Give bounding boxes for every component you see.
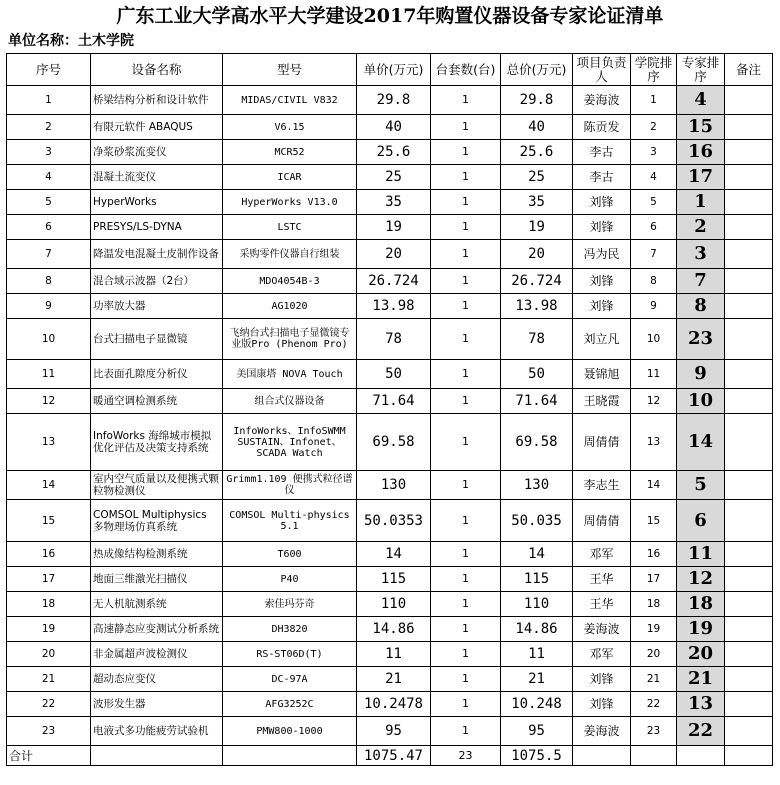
model-cell[interactable]: ICAR: [223, 165, 357, 190]
note-cell[interactable]: [725, 86, 773, 115]
summary-empty-cell[interactable]: [677, 746, 725, 766]
unit-price-cell[interactable]: 13.98: [357, 294, 431, 319]
summary-price[interactable]: 1075.47: [357, 746, 431, 766]
unit-price-cell[interactable]: 10.2478: [357, 692, 431, 717]
unit-price-cell[interactable]: 25: [357, 165, 431, 190]
header-row: [7, 54, 773, 86]
total-price-cell[interactable]: 50: [501, 360, 573, 389]
total-price-cell[interactable]: 14.86: [501, 617, 573, 642]
model-cell[interactable]: 索佳玛芬奇: [223, 592, 357, 617]
note-cell[interactable]: [725, 389, 773, 414]
unit-price-cell[interactable]: 14.86: [357, 617, 431, 642]
expert-rank-cell[interactable]: 2: [677, 215, 725, 240]
equipment-name-cell[interactable]: InfoWorks 海绵城市模拟优化评估及决策支持系统: [91, 414, 223, 471]
header-qty[interactable]: 台套数(台): [431, 54, 501, 86]
note-cell[interactable]: [725, 240, 773, 269]
unit-price-cell[interactable]: 71.64: [357, 389, 431, 414]
college-rank-cell[interactable]: 12: [631, 389, 677, 414]
quantity-cell[interactable]: 1: [431, 389, 501, 414]
quantity-cell[interactable]: 1: [431, 717, 501, 746]
project-leader-cell[interactable]: 冯为民: [573, 240, 631, 269]
table-row: [7, 319, 773, 360]
table-row: [7, 190, 773, 215]
equipment-table: [6, 53, 773, 766]
total-price-cell[interactable]: 19: [501, 215, 573, 240]
project-leader-cell[interactable]: 陈贡发: [573, 115, 631, 140]
quantity-cell[interactable]: 1: [431, 642, 501, 667]
quantity-cell[interactable]: 1: [431, 500, 501, 542]
model-cell[interactable]: 组合式仪器设备: [223, 389, 357, 414]
table-row: [7, 542, 773, 567]
table-row: [7, 165, 773, 190]
seq-cell[interactable]: 13: [7, 414, 91, 471]
equipment-name-cell[interactable]: 暖通空调检测系统: [91, 389, 223, 414]
equipment-name-cell[interactable]: 无人机航测系统: [91, 592, 223, 617]
header-model[interactable]: 型号: [223, 54, 357, 86]
expert-rank-cell[interactable]: 15: [677, 115, 725, 140]
quantity-cell[interactable]: 1: [431, 360, 501, 389]
model-cell[interactable]: HyperWorks V13.0: [223, 190, 357, 215]
seq-cell[interactable]: 18: [7, 592, 91, 617]
seq-cell[interactable]: 14: [7, 471, 91, 500]
total-price-cell[interactable]: 50.035: [501, 500, 573, 542]
header-expert-rank[interactable]: 专家排序: [677, 54, 725, 86]
note-cell[interactable]: [725, 692, 773, 717]
seq-cell[interactable]: 10: [7, 319, 91, 360]
project-leader-cell[interactable]: 刘锋: [573, 667, 631, 692]
summary-row: [7, 746, 773, 766]
note-cell[interactable]: [725, 500, 773, 542]
equipment-name-cell[interactable]: 桥梁结构分析和设计软件: [91, 86, 223, 115]
table-row: [7, 667, 773, 692]
table-row: [7, 617, 773, 642]
expert-rank-cell[interactable]: 11: [677, 542, 725, 567]
unit-price-cell[interactable]: 25.6: [357, 140, 431, 165]
seq-cell[interactable]: 19: [7, 617, 91, 642]
project-leader-cell[interactable]: 刘锋: [573, 294, 631, 319]
table-row: [7, 592, 773, 617]
college-rank-cell[interactable]: 22: [631, 692, 677, 717]
note-cell[interactable]: [725, 592, 773, 617]
equipment-name-cell[interactable]: HyperWorks: [91, 190, 223, 215]
model-cell[interactable]: P40: [223, 567, 357, 592]
seq-cell[interactable]: 6: [7, 215, 91, 240]
seq-cell[interactable]: 5: [7, 190, 91, 215]
quantity-cell[interactable]: 1: [431, 215, 501, 240]
table-row: [7, 86, 773, 115]
note-cell[interactable]: [725, 542, 773, 567]
quantity-cell[interactable]: 1: [431, 667, 501, 692]
equipment-name-cell[interactable]: 电液式多功能疲劳试验机: [91, 717, 223, 746]
project-leader-cell[interactable]: 刘锋: [573, 692, 631, 717]
total-price-cell[interactable]: 11: [501, 642, 573, 667]
equipment-name-cell[interactable]: 台式扫描电子显微镜: [91, 319, 223, 360]
header-name[interactable]: 设备名称: [91, 54, 223, 86]
model-cell[interactable]: 美国康塔 NOVA Touch: [223, 360, 357, 389]
model-cell[interactable]: AFG3252C: [223, 692, 357, 717]
equipment-name-cell[interactable]: COMSOL Multiphysics 多物理场仿真系统: [91, 500, 223, 542]
note-cell[interactable]: [725, 414, 773, 471]
header-note[interactable]: 备注: [725, 54, 773, 86]
unit-price-cell[interactable]: 35: [357, 190, 431, 215]
equipment-name-cell[interactable]: 功率放大器: [91, 294, 223, 319]
project-leader-cell[interactable]: 周倩倩: [573, 500, 631, 542]
equipment-name-cell[interactable]: 混凝土流变仪: [91, 165, 223, 190]
table-row: [7, 360, 773, 389]
equipment-name-cell[interactable]: 超动态应变仪: [91, 667, 223, 692]
equipment-name-cell[interactable]: 室内空气质量以及便携式颗粒物检测仪: [91, 471, 223, 500]
unit-price-cell[interactable]: 110: [357, 592, 431, 617]
quantity-cell[interactable]: 1: [431, 471, 501, 500]
seq-cell[interactable]: 3: [7, 140, 91, 165]
table-row: [7, 500, 773, 542]
model-cell[interactable]: MCR52: [223, 140, 357, 165]
project-leader-cell[interactable]: 王华: [573, 567, 631, 592]
note-cell[interactable]: [725, 667, 773, 692]
model-cell[interactable]: V6.15: [223, 115, 357, 140]
header-seq[interactable]: 序号: [7, 54, 91, 86]
note-cell[interactable]: [725, 717, 773, 746]
total-price-cell[interactable]: 110: [501, 592, 573, 617]
college-rank-cell[interactable]: 2: [631, 115, 677, 140]
table-row: [7, 642, 773, 667]
total-price-cell[interactable]: 25: [501, 165, 573, 190]
note-cell[interactable]: [725, 190, 773, 215]
unit-price-cell[interactable]: 50.0353: [357, 500, 431, 542]
page-title: 广东工业大学高水平大学建设2017年购置仪器设备专家论证清单: [116, 5, 664, 27]
college-rank-cell[interactable]: 21: [631, 667, 677, 692]
note-cell[interactable]: [725, 294, 773, 319]
college-rank-cell[interactable]: 17: [631, 567, 677, 592]
project-leader-cell[interactable]: 刘锋: [573, 215, 631, 240]
total-price-cell[interactable]: 71.64: [501, 389, 573, 414]
project-leader-cell[interactable]: 刘锋: [573, 269, 631, 294]
seq-cell[interactable]: 1: [7, 86, 91, 115]
expert-rank-cell[interactable]: 17: [677, 165, 725, 190]
unit-price-cell[interactable]: 20: [357, 240, 431, 269]
table-row: [7, 215, 773, 240]
college-rank-cell[interactable]: 1: [631, 86, 677, 115]
project-leader-cell[interactable]: 刘立凡: [573, 319, 631, 360]
seq-cell[interactable]: 17: [7, 567, 91, 592]
total-price-cell[interactable]: 130: [501, 471, 573, 500]
quantity-cell[interactable]: 1: [431, 617, 501, 642]
expert-rank-cell[interactable]: 7: [677, 269, 725, 294]
expert-rank-cell[interactable]: 14: [677, 414, 725, 471]
table-row: [7, 692, 773, 717]
model-cell[interactable]: MIDAS/CIVIL V832: [223, 86, 357, 115]
unit-price-cell[interactable]: 26.724: [357, 269, 431, 294]
expert-rank-cell[interactable]: 9: [677, 360, 725, 389]
equipment-name-cell[interactable]: 混合域示波器（2台）: [91, 269, 223, 294]
table-row: [7, 389, 773, 414]
note-cell[interactable]: [725, 165, 773, 190]
quantity-cell[interactable]: 1: [431, 567, 501, 592]
table-row: [7, 294, 773, 319]
seq-cell[interactable]: 9: [7, 294, 91, 319]
project-leader-cell[interactable]: 聂锦旭: [573, 360, 631, 389]
seq-cell[interactable]: 21: [7, 667, 91, 692]
note-cell[interactable]: [725, 115, 773, 140]
college-rank-cell[interactable]: 10: [631, 319, 677, 360]
quantity-cell[interactable]: 1: [431, 592, 501, 617]
college-rank-cell[interactable]: 14: [631, 471, 677, 500]
expert-rank-cell[interactable]: 18: [677, 592, 725, 617]
model-cell[interactable]: Grimm1.109 便携式粒径谱仪: [223, 471, 357, 500]
summary-empty-cell[interactable]: [91, 746, 223, 766]
project-leader-cell[interactable]: 王华: [573, 592, 631, 617]
seq-cell[interactable]: 2: [7, 115, 91, 140]
header-college-rank[interactable]: 学院排序: [631, 54, 677, 86]
note-cell[interactable]: [725, 319, 773, 360]
total-price-cell[interactable]: 95: [501, 717, 573, 746]
expert-rank-cell[interactable]: 6: [677, 500, 725, 542]
header-price[interactable]: 单价(万元): [357, 54, 431, 86]
project-leader-cell[interactable]: 李古: [573, 165, 631, 190]
seq-cell[interactable]: 16: [7, 542, 91, 567]
equipment-name-cell[interactable]: 降温发电混凝土皮制作设备: [91, 240, 223, 269]
expert-rank-cell[interactable]: 5: [677, 471, 725, 500]
total-price-cell[interactable]: 115: [501, 567, 573, 592]
total-price-cell[interactable]: 10.248: [501, 692, 573, 717]
college-rank-cell[interactable]: 15: [631, 500, 677, 542]
expert-rank-cell[interactable]: 1: [677, 190, 725, 215]
unit-price-cell[interactable]: 130: [357, 471, 431, 500]
quantity-cell[interactable]: 1: [431, 692, 501, 717]
expert-rank-cell[interactable]: 10: [677, 389, 725, 414]
college-rank-cell[interactable]: 19: [631, 617, 677, 642]
college-rank-cell[interactable]: 23: [631, 717, 677, 746]
unit-price-cell[interactable]: 78: [357, 319, 431, 360]
unit-name: 单位名称：土木学院: [8, 33, 134, 49]
equipment-name-cell[interactable]: 波形发生器: [91, 692, 223, 717]
college-rank-cell[interactable]: 5: [631, 190, 677, 215]
note-cell[interactable]: [725, 471, 773, 500]
college-rank-cell[interactable]: 11: [631, 360, 677, 389]
college-rank-cell[interactable]: 7: [631, 240, 677, 269]
note-cell[interactable]: [725, 269, 773, 294]
expert-rank-cell[interactable]: 22: [677, 717, 725, 746]
expert-rank-cell[interactable]: 8: [677, 294, 725, 319]
note-cell[interactable]: [725, 360, 773, 389]
model-cell[interactable]: LSTC: [223, 215, 357, 240]
project-leader-cell[interactable]: 邓军: [573, 542, 631, 567]
unit-price-cell[interactable]: 14: [357, 542, 431, 567]
equipment-name-cell[interactable]: PRESYS/LS-DYNA: [91, 215, 223, 240]
total-price-cell[interactable]: 26.724: [501, 269, 573, 294]
expert-rank-cell[interactable]: 12: [677, 567, 725, 592]
table-row: [7, 717, 773, 746]
total-price-cell[interactable]: 25.6: [501, 140, 573, 165]
project-leader-cell[interactable]: 李志生: [573, 471, 631, 500]
summary-label[interactable]: 合计: [7, 746, 91, 766]
total-price-cell[interactable]: 13.98: [501, 294, 573, 319]
unit-price-cell[interactable]: 19: [357, 215, 431, 240]
equipment-name-cell[interactable]: 有限元软件 ABAQUS: [91, 115, 223, 140]
table-row: [7, 471, 773, 500]
project-leader-cell[interactable]: 李古: [573, 140, 631, 165]
seq-cell[interactable]: 11: [7, 360, 91, 389]
model-cell[interactable]: MDO4054B-3: [223, 269, 357, 294]
project-leader-cell[interactable]: 姜海波: [573, 86, 631, 115]
seq-cell[interactable]: 20: [7, 642, 91, 667]
project-leader-cell[interactable]: 姜海波: [573, 617, 631, 642]
college-rank-cell[interactable]: 16: [631, 542, 677, 567]
total-price-cell[interactable]: 69.58: [501, 414, 573, 471]
total-price-cell[interactable]: 20: [501, 240, 573, 269]
table-row: [7, 140, 773, 165]
equipment-name-cell[interactable]: 净浆砂浆流变仪: [91, 140, 223, 165]
expert-rank-cell[interactable]: 4: [677, 86, 725, 115]
total-price-cell[interactable]: 14: [501, 542, 573, 567]
unit-price-cell[interactable]: 115: [357, 567, 431, 592]
model-cell[interactable]: T600: [223, 542, 357, 567]
expert-rank-cell[interactable]: 13: [677, 692, 725, 717]
quantity-cell[interactable]: 1: [431, 542, 501, 567]
model-cell[interactable]: PMW800-1000: [223, 717, 357, 746]
summary-empty-cell[interactable]: [573, 746, 631, 766]
college-rank-cell[interactable]: 8: [631, 269, 677, 294]
header-person[interactable]: 项目负责人: [573, 54, 631, 86]
total-price-cell[interactable]: 40: [501, 115, 573, 140]
summary-empty-cell[interactable]: [223, 746, 357, 766]
total-price-cell[interactable]: 35: [501, 190, 573, 215]
table-row: [7, 269, 773, 294]
quantity-cell[interactable]: 1: [431, 240, 501, 269]
equipment-name-cell[interactable]: 热成像结构检测系统: [91, 542, 223, 567]
header-total[interactable]: 总价(万元): [501, 54, 573, 86]
unit-price-cell[interactable]: 95: [357, 717, 431, 746]
quantity-cell[interactable]: 1: [431, 319, 501, 360]
note-cell[interactable]: [725, 140, 773, 165]
project-leader-cell[interactable]: 刘锋: [573, 190, 631, 215]
quantity-cell[interactable]: 1: [431, 86, 501, 115]
seq-cell[interactable]: 23: [7, 717, 91, 746]
college-rank-cell[interactable]: 9: [631, 294, 677, 319]
quantity-cell[interactable]: 1: [431, 165, 501, 190]
expert-rank-cell[interactable]: 23: [677, 319, 725, 360]
note-cell[interactable]: [725, 567, 773, 592]
total-price-cell[interactable]: 78: [501, 319, 573, 360]
project-leader-cell[interactable]: 王晓霞: [573, 389, 631, 414]
unit-price-cell[interactable]: 50: [357, 360, 431, 389]
seq-cell[interactable]: 12: [7, 389, 91, 414]
expert-rank-cell[interactable]: 3: [677, 240, 725, 269]
model-cell[interactable]: InfoWorks、InfoSWMM SUSTAIN、Infonet、SCADA Watch: [223, 414, 357, 471]
college-rank-cell[interactable]: 20: [631, 642, 677, 667]
equipment-name-cell[interactable]: 比表面孔隙度分析仪: [91, 360, 223, 389]
college-rank-cell[interactable]: 6: [631, 215, 677, 240]
total-price-cell[interactable]: 21: [501, 667, 573, 692]
table-row: [7, 115, 773, 140]
project-leader-cell[interactable]: 周倩倩: [573, 414, 631, 471]
expert-rank-cell[interactable]: 20: [677, 642, 725, 667]
quantity-cell[interactable]: 1: [431, 294, 501, 319]
unit-price-cell[interactable]: 21: [357, 667, 431, 692]
summary-empty-cell[interactable]: [725, 746, 773, 766]
total-price-cell[interactable]: 29.8: [501, 86, 573, 115]
seq-cell[interactable]: 7: [7, 240, 91, 269]
note-cell[interactable]: [725, 215, 773, 240]
college-rank-cell[interactable]: 18: [631, 592, 677, 617]
model-cell[interactable]: 采购零件仪器自行组装: [223, 240, 357, 269]
expert-rank-cell[interactable]: 21: [677, 667, 725, 692]
model-cell[interactable]: RS-ST06D(T): [223, 642, 357, 667]
quantity-cell[interactable]: 1: [431, 269, 501, 294]
summary-empty-cell[interactable]: [631, 746, 677, 766]
model-cell[interactable]: AG1020: [223, 294, 357, 319]
model-cell[interactable]: 飞纳台式扫描电子显微镜专业版Pro (Phenom Pro): [223, 319, 357, 360]
unit-price-cell[interactable]: 11: [357, 642, 431, 667]
unit-price-cell[interactable]: 29.8: [357, 86, 431, 115]
note-cell[interactable]: [725, 642, 773, 667]
note-cell[interactable]: [725, 617, 773, 642]
model-cell[interactable]: DH3820: [223, 617, 357, 642]
expert-rank-cell[interactable]: 19: [677, 617, 725, 642]
college-rank-cell[interactable]: 3: [631, 140, 677, 165]
equipment-name-cell[interactable]: 非金属超声波检测仪: [91, 642, 223, 667]
table-row: [7, 567, 773, 592]
seq-cell[interactable]: 4: [7, 165, 91, 190]
seq-cell[interactable]: 15: [7, 500, 91, 542]
model-cell[interactable]: COMSOL Multi-physics 5.1: [223, 500, 357, 542]
quantity-cell[interactable]: 1: [431, 140, 501, 165]
quantity-cell[interactable]: 1: [431, 115, 501, 140]
college-rank-cell[interactable]: 13: [631, 414, 677, 471]
quantity-cell[interactable]: 1: [431, 414, 501, 471]
unit-price-cell[interactable]: 69.58: [357, 414, 431, 471]
equipment-name-cell[interactable]: 高速静态应变测试分析系统: [91, 617, 223, 642]
table-row: [7, 414, 773, 471]
seq-cell[interactable]: 8: [7, 269, 91, 294]
table-row: [7, 240, 773, 269]
table-body: [7, 86, 773, 746]
summary-total[interactable]: 1075.5: [501, 746, 573, 766]
equipment-name-cell[interactable]: 地面三维激光扫描仪: [91, 567, 223, 592]
college-rank-cell[interactable]: 4: [631, 165, 677, 190]
unit-price-cell[interactable]: 40: [357, 115, 431, 140]
model-cell[interactable]: DC-97A: [223, 667, 357, 692]
quantity-cell[interactable]: 1: [431, 190, 501, 215]
project-leader-cell[interactable]: 邓军: [573, 642, 631, 667]
project-leader-cell[interactable]: 姜海波: [573, 717, 631, 746]
expert-rank-cell[interactable]: 16: [677, 140, 725, 165]
summary-qty[interactable]: 23: [431, 746, 501, 766]
seq-cell[interactable]: 22: [7, 692, 91, 717]
